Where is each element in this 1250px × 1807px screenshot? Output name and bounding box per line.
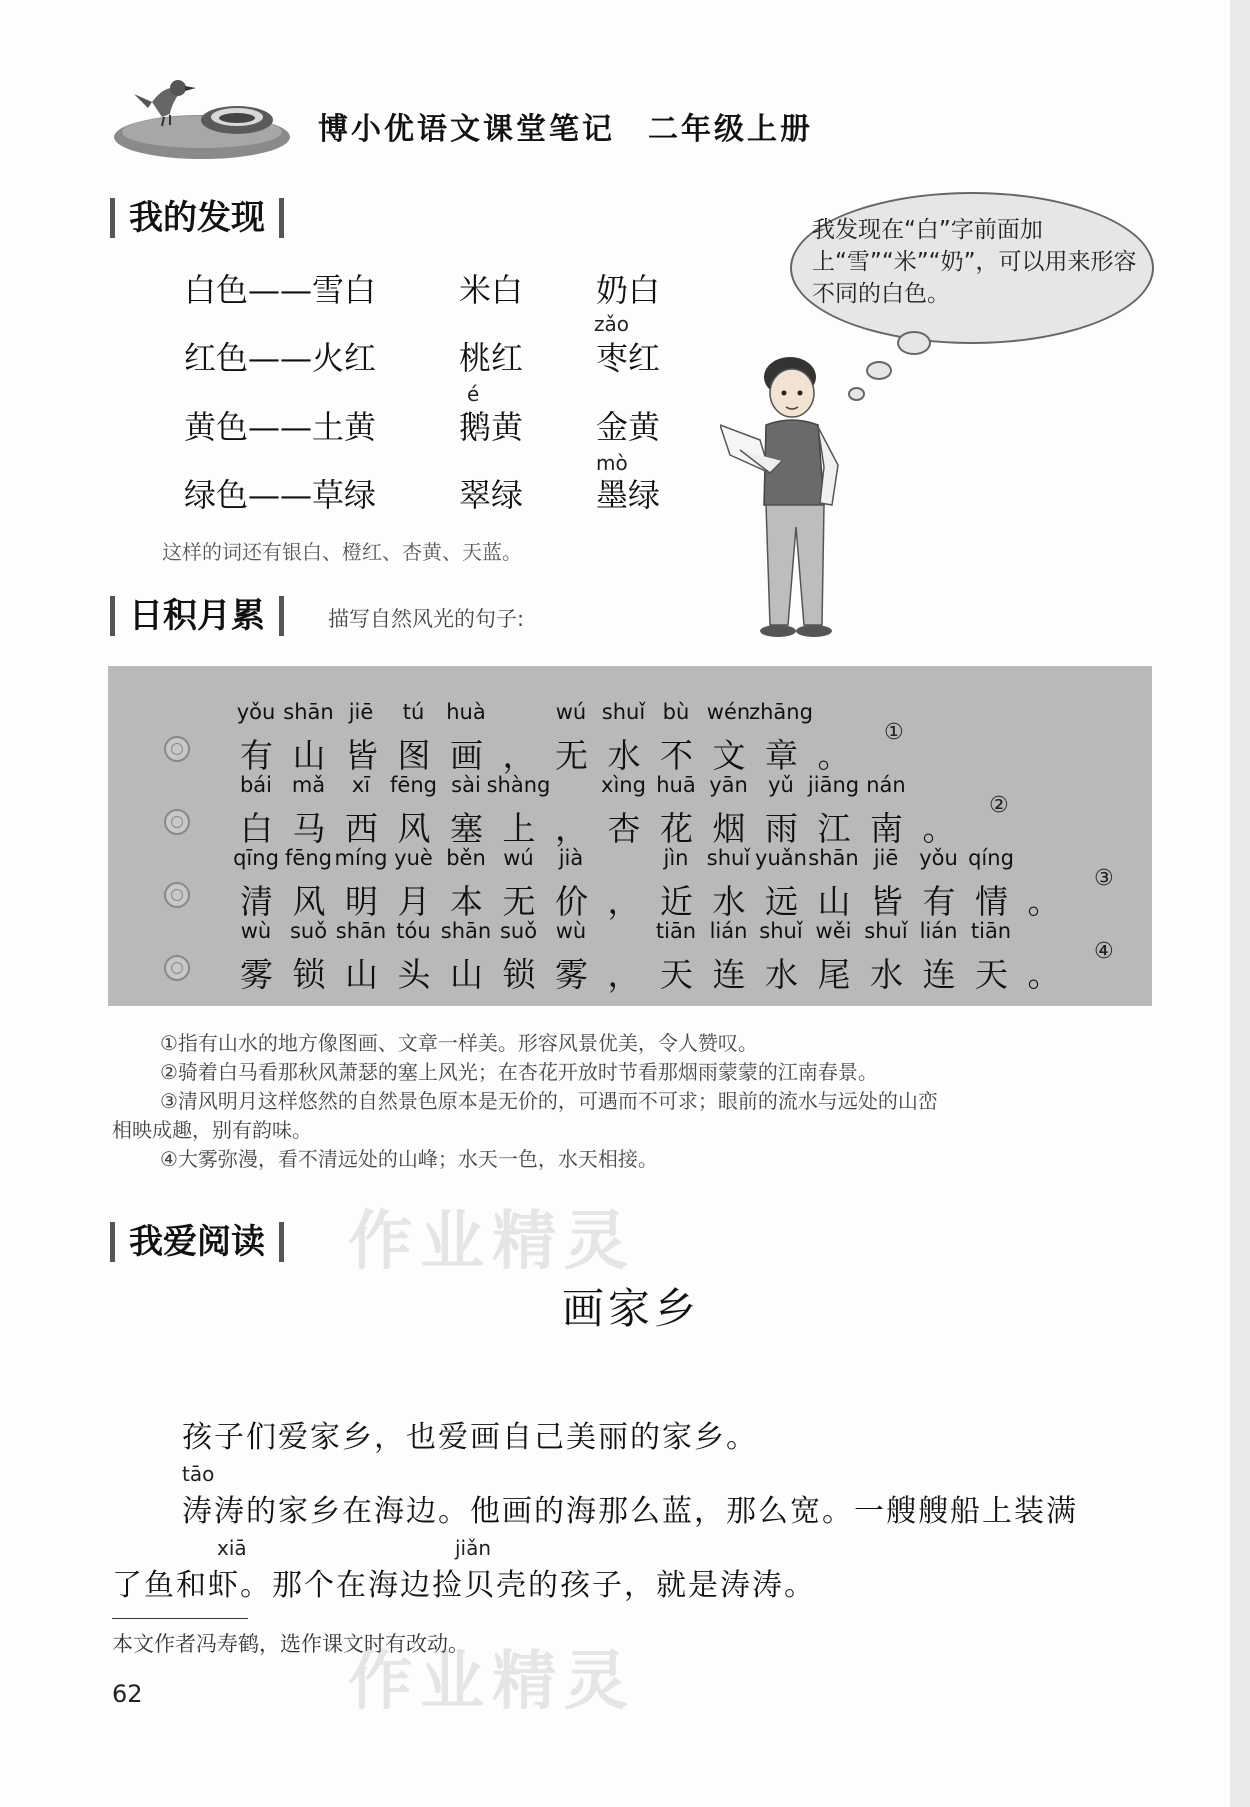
story-line-1: 孩子们爱家乡，也爱画自己美丽的家乡。: [182, 1420, 758, 1455]
idiom-char: 雨: [765, 809, 798, 848]
discover-note: 这样的词还有银白、橙红、杏黄、天蓝。: [162, 540, 522, 564]
watermark: 作业精灵: [348, 1645, 636, 1719]
idiom-char: 明: [345, 882, 378, 921]
color-word: 墨绿: [596, 476, 661, 514]
idiom-pinyin: lián: [709, 919, 748, 943]
idiom-char: 连: [712, 955, 746, 994]
section-heading-accumulate: 日积月累: [110, 596, 284, 636]
color-word: 枣红: [596, 339, 661, 377]
idiom-char: 图: [397, 736, 431, 775]
idiom-pinyin: qīng: [233, 846, 279, 870]
idiom-pinyin: shuǐ: [864, 919, 908, 943]
idiom-char: 白: [240, 809, 273, 848]
idiom-char: 。: [1027, 882, 1061, 921]
idiom-pinyin: bù: [662, 700, 690, 724]
idiom-pinyin: wén: [706, 700, 751, 724]
idiom-pinyin: lián: [919, 919, 958, 943]
idiom-char: 水: [607, 736, 641, 775]
idiom-pinyin: xìng: [601, 773, 646, 797]
idiom-char: 文: [712, 736, 746, 775]
idiom-char: 近: [660, 882, 693, 921]
color-word: 金黄: [596, 408, 661, 446]
explanation-4: ④大雾弥漫，看不清远处的山峰；水天一色，水天相接。: [160, 1147, 658, 1171]
idiom-line: [160, 846, 1140, 921]
footnote-marker: ④: [1094, 939, 1114, 964]
idiom-line: [160, 919, 1140, 994]
idiom-char: 水: [765, 955, 798, 994]
section-heading-discover: 我的发现: [110, 198, 284, 238]
idiom-char: 风: [397, 809, 431, 848]
idiom-pinyin: jiāng: [807, 773, 860, 797]
idiom-char: 雾: [240, 955, 273, 994]
story-line-3: 了鱼和虾。那个在海边捡贝壳的孩子，就是涛涛。: [112, 1568, 816, 1603]
idiom-char: 杏: [607, 809, 641, 848]
boy-reading-illustration: [720, 355, 870, 670]
idiom-pinyin: fēng: [390, 773, 437, 797]
idiom-char: 烟: [712, 809, 746, 848]
idiom-char: 江: [817, 809, 851, 848]
idiom-char: 风: [292, 882, 326, 921]
story-title: 画家乡: [562, 1284, 701, 1333]
idiom-char: 无: [502, 882, 536, 921]
footnote-marker: ②: [989, 793, 1009, 818]
section-heading-reading: 我爱阅读: [110, 1222, 284, 1262]
pinyin-zao: zǎo: [594, 312, 629, 336]
idiom-pinyin: yān: [709, 773, 748, 797]
idiom-char: 雾: [555, 955, 588, 994]
idiom-pinyin: yuè: [394, 846, 433, 870]
idiom-pinyin: nán: [866, 773, 906, 797]
circle-bullet-icon: [164, 955, 190, 981]
circle-bullet-icon: [164, 736, 190, 762]
idiom-char: 山: [292, 736, 326, 775]
idiom-pinyin: wú: [555, 700, 587, 724]
idiom-pinyin: tóu: [396, 919, 431, 943]
idiom-pinyin: mǎ: [291, 773, 326, 797]
idiom-char: 无: [555, 736, 588, 775]
accumulate-subtitle: 描写自然风光的句子:: [328, 607, 525, 631]
idiom-pinyin: fēng: [285, 846, 332, 870]
idiom-char: 南: [870, 809, 903, 848]
color-base-word: 绿色——草绿: [184, 476, 377, 514]
idiom-pinyin: bái: [239, 773, 273, 797]
idiom-pinyin: huā: [656, 773, 696, 797]
idiom-pinyin: wù: [240, 919, 272, 943]
color-base-word: 黄色——土黄: [184, 408, 377, 446]
idiom-char: 月: [397, 882, 431, 921]
idiom-char: ，: [555, 809, 588, 848]
idiom-pinyin: yuǎn: [755, 846, 807, 870]
idiom-char: 水: [712, 882, 746, 921]
color-base-word: 白色——雪白: [184, 271, 377, 309]
idiom-char: 花: [660, 809, 693, 848]
idiom-pinyin: shuǐ: [706, 846, 751, 870]
idiom-char: 有: [240, 736, 273, 775]
idiom-pinyin: suǒ: [499, 919, 538, 943]
idiom-char: 头: [397, 955, 431, 994]
idiom-pinyin: yǒu: [236, 700, 276, 724]
idiom-char: 锁: [292, 955, 326, 994]
idiom-char: ，: [502, 736, 536, 775]
idiom-pinyin: suǒ: [289, 919, 328, 943]
thought-dot: [897, 331, 931, 355]
idiom-char: 本: [450, 882, 483, 921]
idiom-char: 章: [765, 736, 798, 775]
pinyin-e: é: [467, 382, 480, 406]
color-word: 翠绿: [459, 476, 524, 514]
idiom-char: 。: [922, 809, 956, 848]
idiom-pinyin: wěi: [815, 919, 852, 943]
page-number: 62: [112, 1680, 143, 1708]
idiom-pinyin: tiān: [970, 919, 1012, 943]
bird-on-well-logo: [112, 62, 292, 162]
circle-bullet-icon: [164, 809, 190, 835]
idiom-pinyin: shān: [808, 846, 859, 870]
footnote: 本文作者冯寿鹤，选作课文时有改动。: [112, 1632, 469, 1656]
idiom-pinyin: míng: [334, 846, 388, 870]
idiom-char: 山: [345, 955, 378, 994]
idiom-char: 塞: [450, 809, 483, 848]
pinyin-jian: jiǎn: [455, 1536, 492, 1560]
idiom-line: [160, 700, 1140, 775]
idiom-pinyin: jìn: [663, 846, 689, 870]
color-word: 鹅黄: [459, 408, 524, 446]
explanation-3-continued: 相映成趣，别有韵味。: [112, 1118, 312, 1142]
thought-bubble-text: 我发现在“白”字前面加上“雪”“米”“奶”，可以用来形容不同的白色。: [812, 217, 1137, 307]
idiom-char: 远: [765, 882, 798, 921]
page-edge-shadow: [1230, 0, 1250, 1807]
idiom-char: 。: [817, 736, 851, 775]
explanation-2: ②骑着白马看那秋风萧瑟的塞上风光；在杏花开放时节看那烟雨蒙蒙的江南春景。: [160, 1060, 878, 1084]
idiom-char: 天: [975, 955, 1008, 994]
idiom-pinyin: shān: [335, 919, 387, 943]
story-line-2: 涛涛的家乡在海边。他画的海那么蓝，那么宽。一艘艘船上装满: [182, 1494, 1078, 1529]
idiom-char: ，: [607, 955, 641, 994]
idiom-pinyin: shān: [283, 700, 334, 724]
idiom-pinyin: shuǐ: [601, 700, 646, 724]
idiom-pinyin: jià: [558, 846, 584, 870]
idiom-pinyin: běn: [446, 846, 486, 870]
pinyin-xia: xiā: [217, 1536, 247, 1560]
circle-bullet-icon: [164, 882, 190, 908]
idiom-pinyin: zhāng: [749, 700, 813, 724]
idiom-char: 皆: [345, 736, 378, 775]
idiom-pinyin: wù: [555, 919, 587, 943]
watermark: 作业精灵: [348, 1205, 636, 1279]
idiom-pinyin: jiē: [873, 846, 899, 870]
idiom-pinyin: yǒu: [919, 846, 958, 870]
footnote-divider: [112, 1618, 248, 1619]
pinyin-mo: mò: [596, 451, 628, 475]
idiom-char: 价: [555, 882, 588, 921]
color-word: 奶白: [596, 271, 661, 309]
idiom-pinyin: shān: [440, 919, 492, 943]
idiom-char: 水: [870, 955, 903, 994]
idiom-char: 情: [975, 882, 1008, 921]
idiom-char: 画: [450, 736, 483, 775]
idiom-char: 不: [660, 736, 693, 775]
idiom-pinyin: xī: [351, 773, 371, 797]
idiom-pinyin: shàng: [486, 773, 551, 797]
color-word: 桃红: [459, 339, 524, 377]
idiom-char: ，: [607, 882, 641, 921]
idiom-char: 山: [450, 955, 483, 994]
idiom-pinyin: huà: [446, 700, 486, 724]
footnote-marker: ③: [1094, 866, 1114, 891]
idiom-char: 清: [240, 882, 273, 921]
idiom-pinyin: yǔ: [768, 773, 794, 797]
idiom-line: [160, 773, 1140, 848]
idiom-pinyin: jiē: [348, 700, 374, 724]
explanation-1: ①指有山水的地方像图画、文章一样美。形容风景优美，令人赞叹。: [160, 1031, 758, 1055]
idiom-char: 锁: [502, 955, 536, 994]
idiom-char: 西: [345, 809, 378, 848]
idiom-char: 连: [922, 955, 956, 994]
color-base-word: 红色——火红: [184, 339, 377, 377]
idiom-pinyin: tiān: [655, 919, 697, 943]
idiom-char: 。: [1027, 955, 1061, 994]
idiom-pinyin: sài: [451, 773, 481, 797]
idiom-pinyin: tú: [402, 700, 425, 724]
book-title: 博小优语文课堂笔记 二年级上册: [318, 112, 813, 147]
pinyin-tao: tāo: [182, 1462, 215, 1486]
idiom-char: 尾: [817, 955, 851, 994]
idiom-char: 马: [292, 809, 326, 848]
idiom-char: 皆: [870, 882, 903, 921]
idiom-pinyin: qíng: [968, 846, 1014, 870]
idiom-pinyin: shuǐ: [759, 919, 803, 943]
idiom-char: 天: [660, 955, 693, 994]
explanation-3: ③清风明月这样悠然的自然景色原本是无价的，可遇而不可求；眼前的流水与远处的山峦: [160, 1089, 938, 1113]
idiom-char: 山: [817, 882, 851, 921]
color-word: 米白: [459, 271, 524, 309]
footnote-marker: ①: [884, 720, 904, 745]
idiom-char: 上: [502, 809, 536, 848]
idiom-pinyin: wú: [503, 846, 534, 870]
idiom-char: 有: [922, 882, 956, 921]
